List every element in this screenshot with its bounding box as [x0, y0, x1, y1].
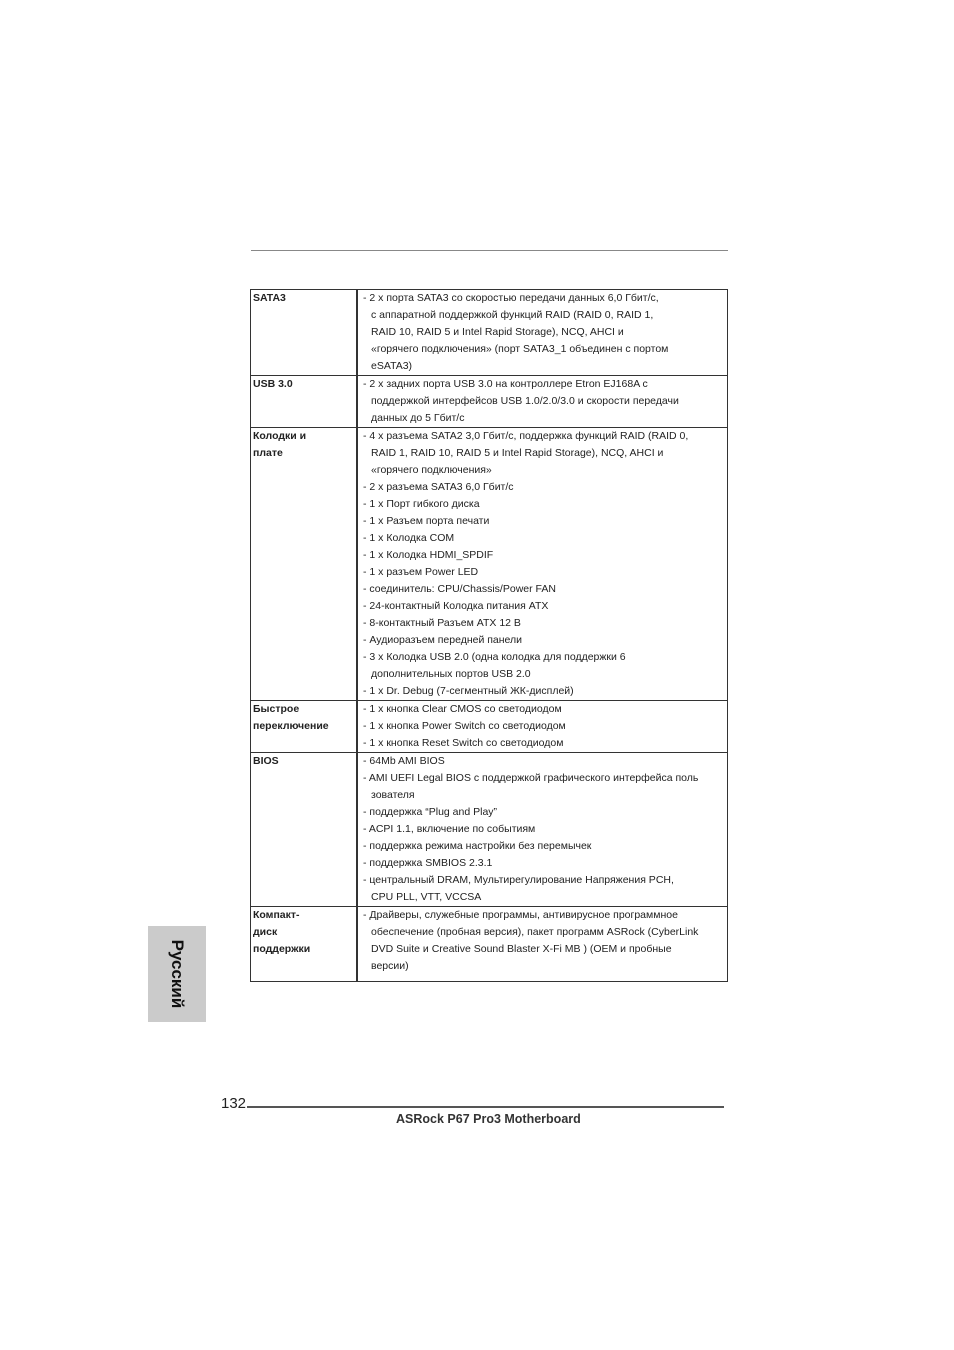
spec-desc: - 1 x кнопка Clear CMOS со светодиодом - 1 x кнопка Power Switch со светодиодом - 1 x кнопка Reset Switch со светодиодом — [357, 701, 728, 753]
spec-desc: - 2 x порта SATA3 со скоростью передачи данных 6,0 Гбит/с, с аппаратной поддержкой функций RAID (RAID 0, RAID 1, RAID 10, RAID 5 и Intel Rapid Storage), NCQ, AHCI и «горячего подключения» (порт SATA3_1 объединен с портом eSATA3) — [357, 290, 728, 376]
language-tab-label: Русский — [168, 939, 187, 1009]
spec-row-usb3 — [251, 376, 728, 428]
footer-title: ASRock P67 Pro3 Motherboard — [396, 1112, 581, 1126]
spec-desc: - 4 x разъема SATA2 3,0 Гбит/с, поддержка функций RAID (RAID 0, RAID 1, RAID 10, RAID 5 и Intel Rapid Storage), NCQ, AHCI и «горячего подключения» - 2 x разъема SATA3 6,0 Гбит/с - 1 x Порт гибкого диска - 1 x Разъем порта печати - 1 x Колодка COM - 1 x Колодка HDMI_SPDIF - 1 x разъем Power LED - соединитель: CPU/Chassis/Power FAN - 24-контактный Колодка питания ATX - 8-контактный Разъем ATX 12 В - Аудиоразъем передней панели - 3 x Колодка USB 2.0 (одна колодка для поддержки 6 дополнительных портов USB 2.0 - 1 x Dr. Debug (7-сегментный ЖК-дисплей) — [357, 428, 728, 701]
spec-label: SATA3 — [251, 290, 358, 376]
spec-label: Колодки и плате — [251, 428, 358, 701]
spec-table — [250, 289, 728, 982]
spec-label: BIOS — [251, 753, 358, 907]
spec-row-quick-switch — [251, 701, 728, 753]
spec-label: USB 3.0 — [251, 376, 358, 428]
page-number: 132 — [221, 1095, 247, 1112]
spec-row-support-cd — [251, 907, 728, 982]
top-divider — [251, 250, 728, 251]
spec-label: Быстрое переключение — [251, 701, 358, 753]
spec-desc: - 2 x задних порта USB 3.0 на контроллере Etron EJ168A с поддержкой интерфейсов USB 1.0/2.0/3.0 и скорости передачи данных до 5 Гбит/с — [357, 376, 728, 428]
spec-desc: - 64Mb AMI BIOS - AMI UEFI Legal BIOS с поддержкой графического интерфейса поль зователя - поддержка “Plug and Play” - ACPI 1.1, включение по событиям - поддержка режима настройки без перемычек - поддержка SMBIOS 2.3.1 - центральный DRAM, Мультирегулирование Напряжения PCH, CPU PLL, VTT, VCCSA — [357, 753, 728, 907]
spec-label: Компакт- диск поддержки — [251, 907, 358, 982]
language-tab — [148, 926, 206, 1022]
spec-row-sata3 — [251, 290, 728, 376]
footer-divider — [247, 1106, 724, 1108]
spec-desc: - Драйверы, служебные программы, антивирусное программное обеспечение (пробная версия), пакет программ ASRock (CyberLink DVD Suite и Creative Sound Blaster X-Fi MB ) (OEM и пробные версии) — [357, 907, 728, 982]
spec-row-bios — [251, 753, 728, 907]
spec-row-headers — [251, 428, 728, 701]
